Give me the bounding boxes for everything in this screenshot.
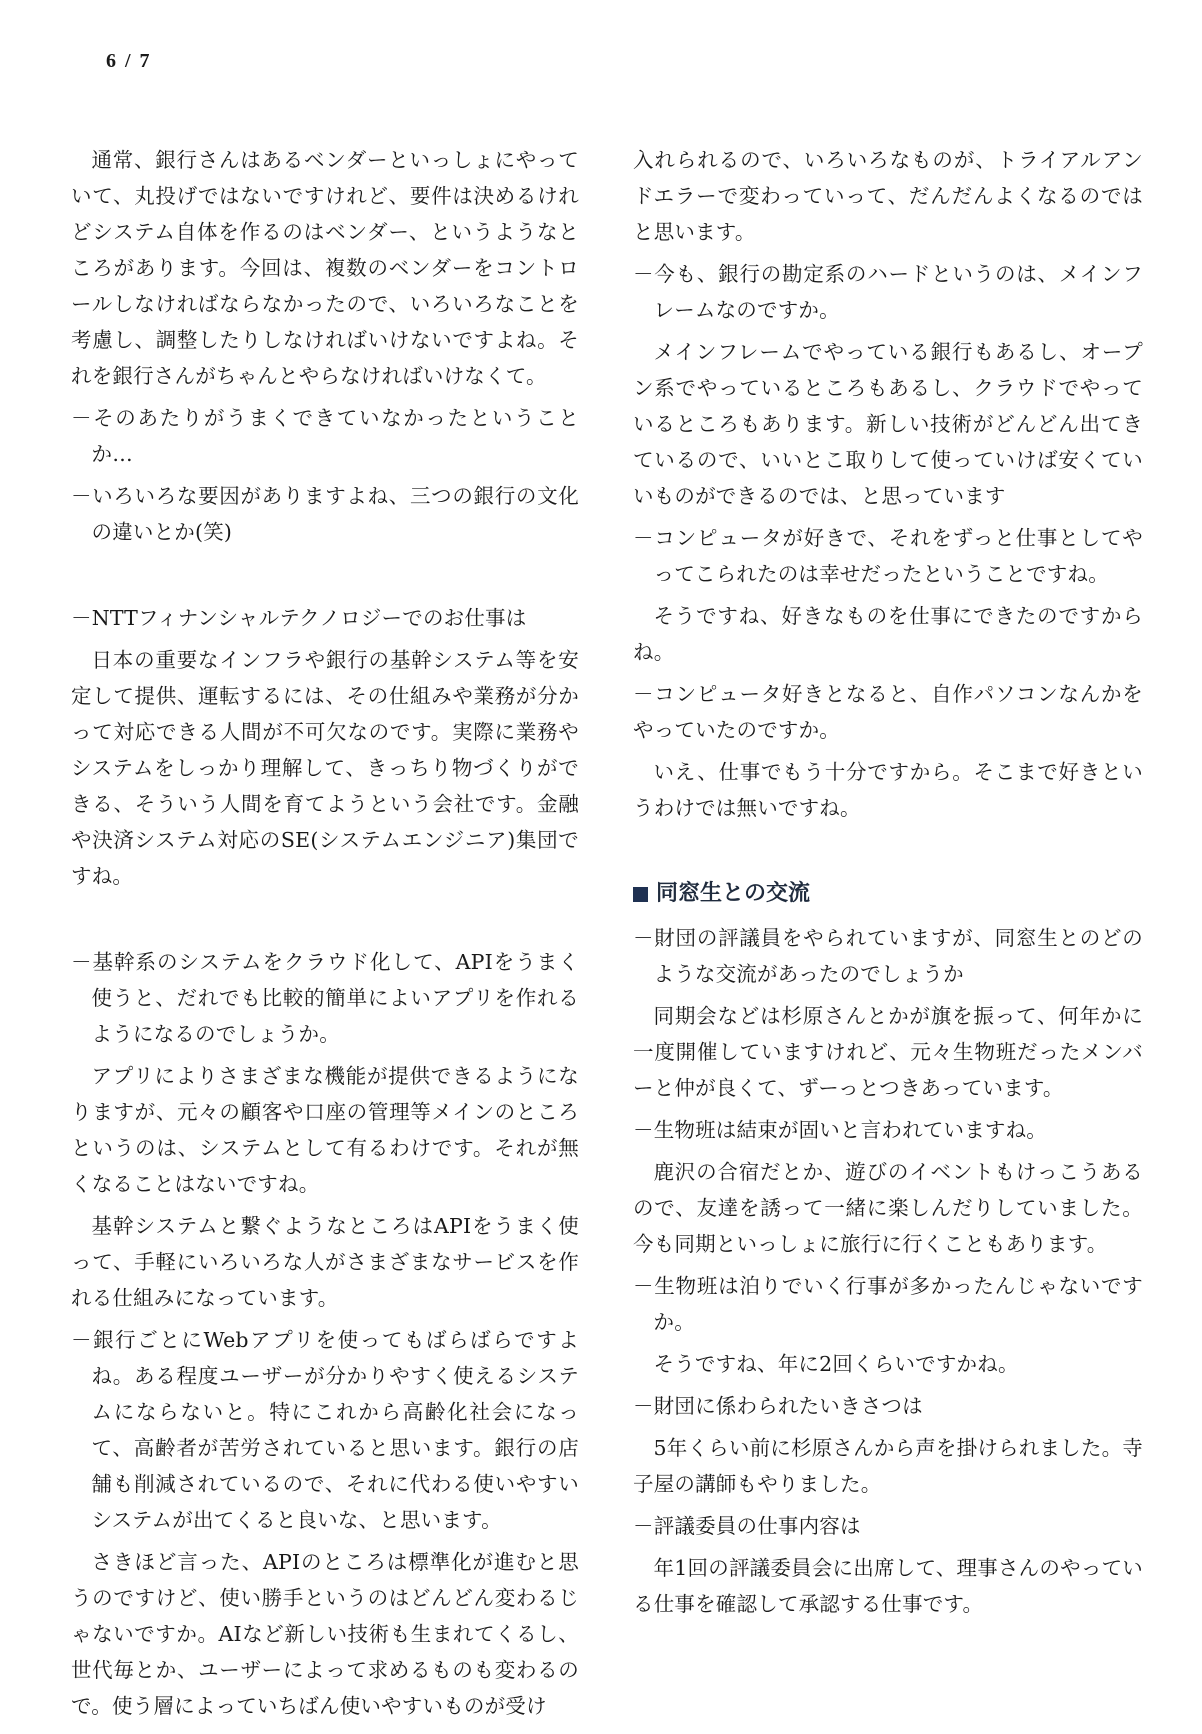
paragraph: そうですね、好きなものを仕事にできたのですからね。 <box>633 604 1143 664</box>
interview-question: －NTTフィナンシャルテクノロジーでのお仕事は <box>71 606 527 630</box>
paragraph: アプリによりさまざまな機能が提供できるようになりますが、元々の顧客や口座の管理等メインのところというのは、システムとして有るわけです。それが無くなることはないですね。 <box>71 1064 579 1196</box>
paragraph: いえ、仕事でもう十分ですから。そこまで好きというわけでは無いですね。 <box>633 760 1143 820</box>
paragraph: そうですね、年に2回くらいですかね。 <box>653 1352 1019 1376</box>
paragraph: さきほど言った、APIのところは標準化が進むと思うのですけど、使い勝手というのはどんどん変わるじゃないですか。AIなど新しい技術も生まれてくるし、世代毎とか、ユーザーによって求めるものも変わるので。使う層によっていちばん使いやすいものが受け <box>71 1550 579 1718</box>
interview-question: －生物班は結束が固いと言われていますね。 <box>633 1118 1047 1142</box>
paragraph: メインフレームでやっている銀行もあるし、オープン系でやっているところもあるし、クラウドでやっているところもあります。新しい技術がどんどん出てきているので、いいとこ取りして使っていけば安くていいものができるのでは、と思っています <box>633 340 1143 508</box>
interview-question: －財団の評議員をやられていますが、同窓生とのどのような交流があったのでしょうか <box>633 926 1143 986</box>
interview-question: －コンピュータ好きとなると、自作パソコンなんかをやっていたのですか。 <box>633 682 1143 742</box>
interview-question: －基幹系のシステムをクラウド化して、APIをうまく使うと、だれでも比較的簡単によいアプリを作れるようになるのでしょうか。 <box>71 950 579 1046</box>
interview-question: －いろいろな要因がありますよね、三つの銀行の文化の違いとか(笑) <box>71 484 579 544</box>
paragraph: 基幹システムと繋ぐようなところはAPIをうまく使って、手軽にいろいろな人がさまざまなサービスを作れる仕組みになっています。 <box>71 1214 579 1310</box>
interview-question: －財団に係わられたいきさつは <box>633 1394 923 1418</box>
left-column <box>71 142 579 1730</box>
paragraph: 鹿沢の合宿だとか、遊びのイベントもけっこうあるので、友達を誘って一緒に楽しんだりしていました。今も同期といっしょに旅行に行くこともあります。 <box>633 1160 1143 1256</box>
paragraph: 入れられるので、いろいろなものが、トライアルアンドエラーで変わっていって、だんだんよくなるのではと思います。 <box>633 148 1143 244</box>
paragraph: 日本の重要なインフラや銀行の基幹システム等を安定して提供、運転するには、その仕組みや業務が分かって対応できる人間が不可欠なのです。実際に業務やシステムをしっかり理解して、きっちり物づくりができる、そういう人間を育てようという会社です。金融や決済システム対応のSE(システムエンジニア)集団ですね。 <box>71 648 579 888</box>
right-column <box>633 142 1143 1628</box>
section-heading-text: 同窓生との交流 <box>656 881 811 906</box>
interview-question: －今も、銀行の勘定系のハードというのは、メインフレームなのですか。 <box>633 262 1143 322</box>
interview-question: －コンピュータが好きで、それをずっと仕事としてやってこられたのは幸せだったということですね。 <box>633 526 1143 586</box>
interview-question: －銀行ごとにWebアプリを使ってもばらばらですよね。ある程度ユーザーが分かりやすく使えるシステムにならないと。特にこれから高齢化社会になって、高齢者が苦労されていると思います。銀行の店舗も削減されているので、それに代わる使いやすいシステムが出てくると良いな、と思います。 <box>71 1328 579 1532</box>
paragraph: 通常、銀行さんはあるベンダーといっしょにやっていて、丸投げではないですけれど、要件は決めるけれどシステム自体を作るのはベンダー、というようなところがあります。今回は、複数のベンダーをコントロールしなければならなかったので、いろいろなことを考慮し、調整したりしなければいけないですよね。それを銀行さんがちゃんとやらなければいけなくて。 <box>71 148 579 388</box>
paragraph: 年1回の評議委員会に出席して、理事さんのやっている仕事を確認して承認する仕事です。 <box>633 1556 1143 1616</box>
page-number: 6 / 7 <box>106 50 152 72</box>
paragraph: 5年くらい前に杉原さんから声を掛けられました。寺子屋の講師もやりました。 <box>633 1436 1143 1496</box>
square-bullet-icon <box>633 887 648 902</box>
interview-question: －評議委員の仕事内容は <box>633 1514 861 1538</box>
interview-question: －生物班は泊りでいく行事が多かったんじゃないですか。 <box>633 1274 1143 1334</box>
section-heading <box>633 876 1143 912</box>
interview-question: －そのあたりがうまくできていなかったということか… <box>71 406 579 466</box>
paragraph: 同期会などは杉原さんとかが旗を振って、何年かに一度開催していますけれど、元々生物班だったメンバーと仲が良くて、ずーっとつきあっています。 <box>633 1004 1143 1100</box>
